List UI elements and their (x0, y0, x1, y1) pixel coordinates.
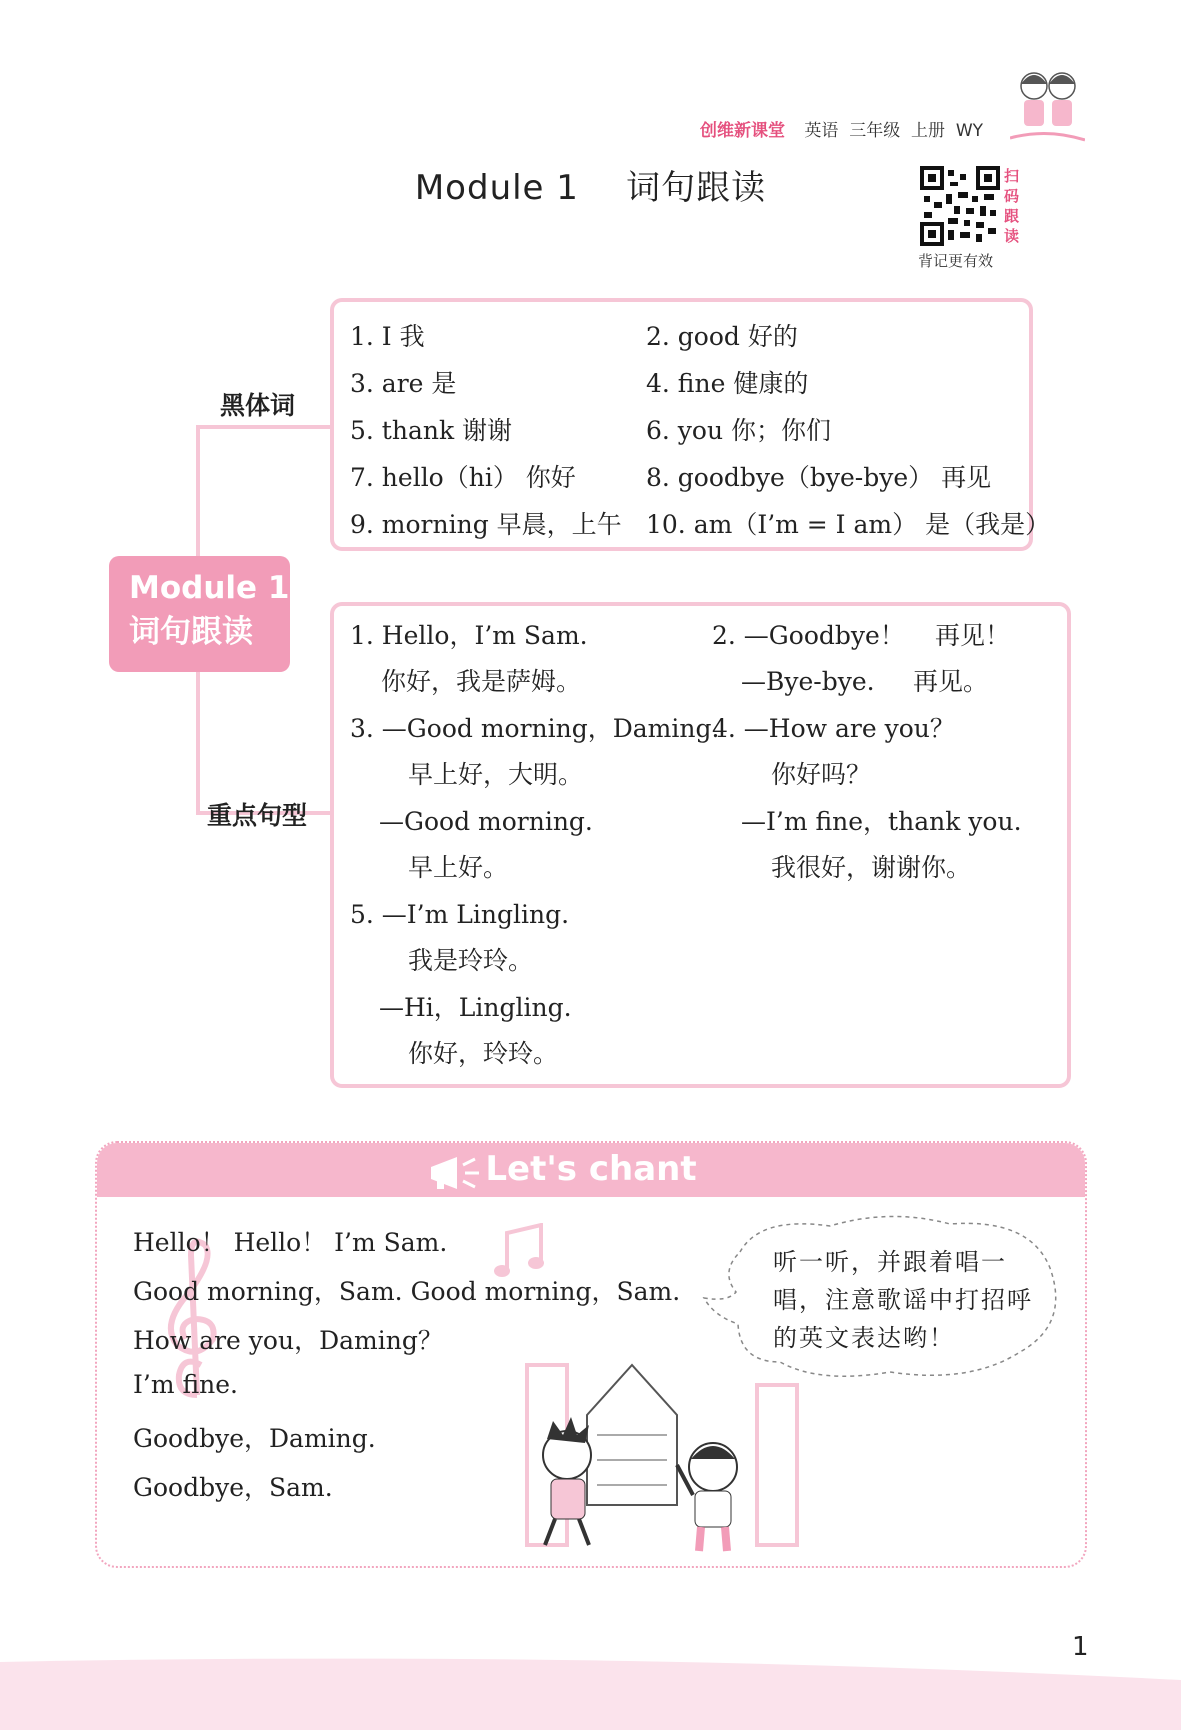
vocab-item: 7. hello（hi） 你好 (350, 463, 576, 492)
sentence-en: 2. —Goodbye！ (712, 621, 905, 650)
bubble-instruction: 听一听，并跟着唱一唱，注意歌谣中打招呼的英文表达哟！ (773, 1248, 1033, 1352)
vocab-item: 1. I 我 (350, 322, 425, 351)
chant-line: Goodbye，Sam. (133, 1473, 333, 1502)
brand-name: 创维新课堂 (700, 121, 785, 141)
sentence-cn: 你好，我是萨姆。 (381, 667, 582, 696)
center-module-box (109, 556, 290, 672)
qr-side-text: 扫码跟读 (1004, 167, 1020, 245)
center-line1: Module 1 (129, 570, 290, 606)
subject: 英语 (804, 121, 839, 141)
title-name: 词句跟读 (626, 168, 767, 208)
sentence-cn: 你好吗？ (771, 760, 872, 789)
chant-line: How are you，Daming？ (133, 1326, 443, 1355)
vocab-item: 8. goodbye（bye-bye） 再见 (646, 463, 992, 492)
sentence-cn: 早上好，大明。 (408, 760, 584, 789)
connector-vocab (196, 425, 332, 429)
kids-illustration (1010, 68, 1085, 148)
page-number: 1 (1072, 1632, 1089, 1662)
chant-line: Goodbye，Daming. (133, 1424, 376, 1453)
series-header (700, 116, 983, 141)
sentence-cn: 再见！ (935, 621, 1011, 650)
vocab-item: 4. fine 健康的 (646, 369, 809, 398)
vocab-item: 5. thank 谢谢 (350, 416, 513, 445)
vocab-item: 10. am（I’m = I am） 是（我是） (646, 510, 1051, 539)
volume: 上册 (911, 121, 946, 141)
vocab-item: 3. are 是 (350, 369, 457, 398)
grade: 三年级 (849, 121, 901, 141)
vocab-item: 6. you 你；你们 (646, 416, 832, 445)
sentence-en: 4. —How are you？ (712, 714, 955, 743)
sentence-en: 1. Hello，I’m Sam. (350, 621, 588, 650)
center-line2: 词句跟读 (129, 614, 253, 650)
sentence-en: —Good morning. (379, 807, 593, 836)
vocab-item: 2. good 好的 (646, 322, 798, 351)
sentence-en: 5. —I’m Lingling. (350, 900, 570, 929)
sentence-cn: 你好，玲玲。 (408, 1039, 559, 1068)
sentence-en: —I’m fine，thank you. (741, 807, 1022, 836)
qr-tip: 背记更有效 (918, 252, 994, 270)
sentence-cn: 我是玲玲。 (408, 946, 534, 975)
chant-line: Hello！ Hello！ I’m Sam. (133, 1228, 448, 1257)
sentence-cn: 我很好，谢谢你。 (771, 853, 972, 882)
chant-line: Good morning，Sam. Good morning，Sam. (133, 1277, 681, 1306)
edition: WY (955, 121, 984, 141)
sentence-en: —Bye-bye. (741, 667, 875, 696)
sentences-label: 重点句型 (207, 801, 308, 830)
sentence-cn: 早上好。 (408, 853, 509, 882)
sentence-en: 3. —Good morning，Daming. (350, 714, 720, 743)
sentence-cn: 再见。 (913, 667, 989, 696)
sentence-en: —Hi，Lingling. (379, 993, 572, 1022)
cartoon-kids-illustration (517, 1355, 817, 1555)
vocab-label: 黑体词 (220, 391, 296, 420)
qr-code-icon[interactable] (920, 166, 1000, 246)
chant-title: Let's chant (485, 1149, 697, 1189)
vocab-item: 9. morning 早晨，上午 (350, 510, 622, 539)
bottom-decor-band (0, 1650, 1181, 1730)
title-module: Module 1 (414, 168, 579, 208)
chant-line: I’m fine. (133, 1370, 238, 1399)
